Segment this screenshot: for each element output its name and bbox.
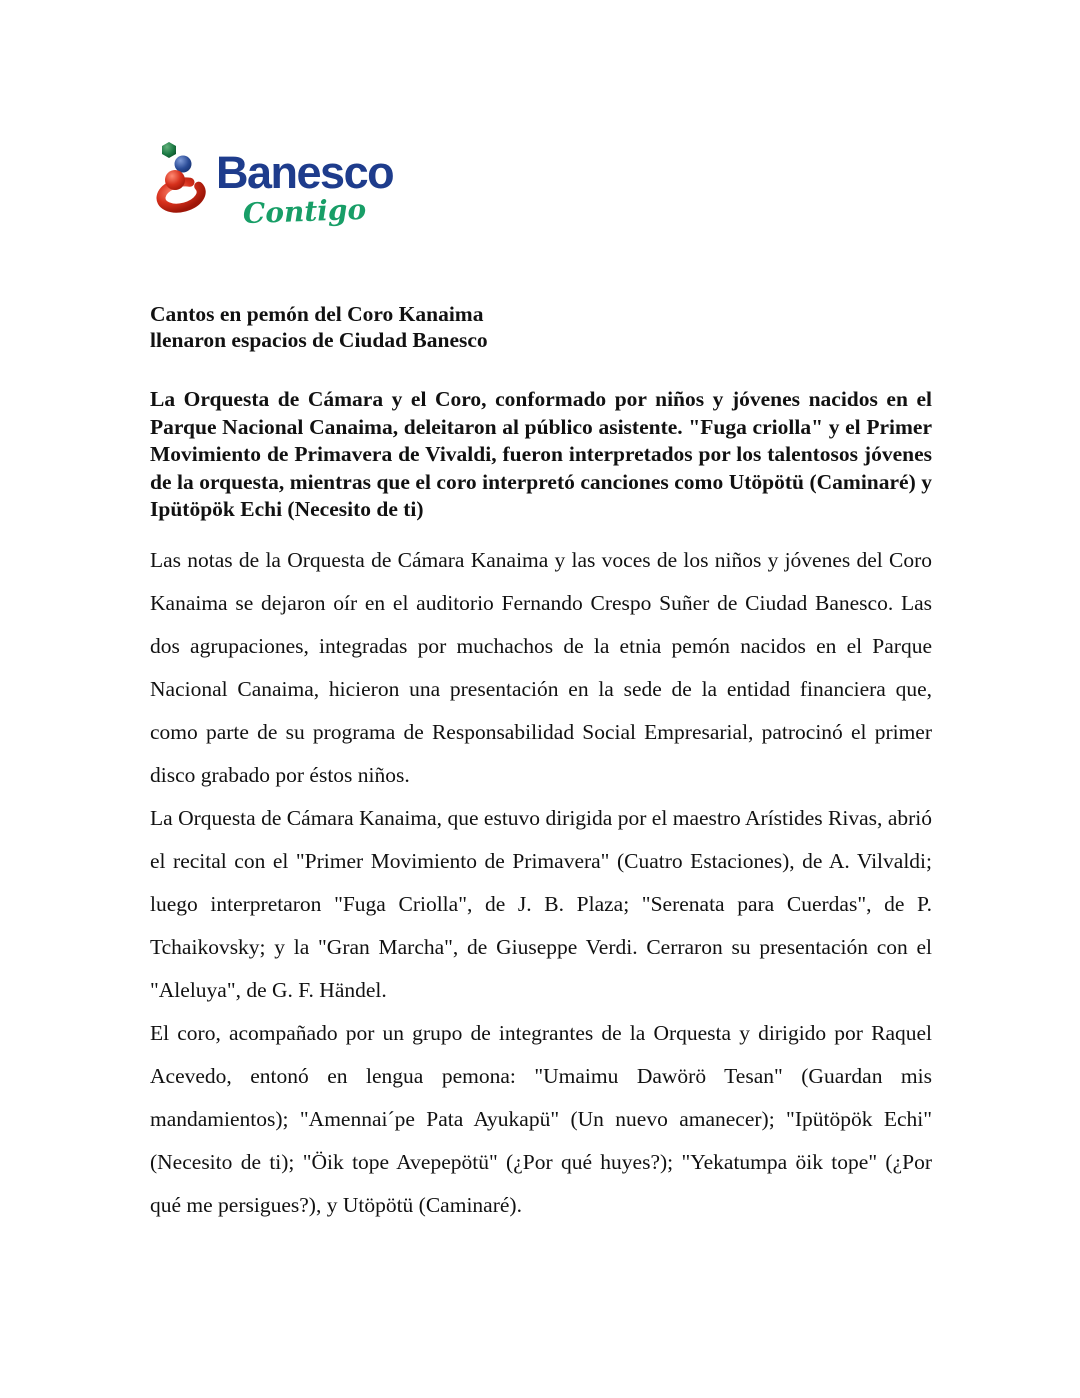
logo-text-block [216,140,394,231]
article-title-line1: Cantos en pemón del Coro Kanaima [150,302,484,326]
article-content [150,301,932,1227]
logo-brand-text: Banesco [216,147,394,198]
article-paragraph-3: El coro, acompañado por un grupo de integrantes de la Orquesta y dirigido por Raquel Acevedo, entonó en lengua pemona: "Umaimu Dawörö Tesan" (Guardan mis mandamientos); "Amennai´pe Pata Ayukapü" (Un nuevo amanecer); "Ipütöpök Echi" (Necesito de ti); "Öik tope Avepepötü" (¿Por qué huyes?); "Yekatumpa öik tope" (¿Por qué me persigues?), y Utöpötü (Caminaré). [150,1020,932,1217]
article-paragraph-2: La Orquesta de Cámara Kanaima, que estuvo dirigida por el maestro Arístides Rivas, abrió el recital con el "Primer Movimiento de Primavera" (Cuatro Estaciones), de A. Vilvaldi; luego interpretaron "Fuga Criolla", de J. B. Plaza; "Serenata para Cuerdas", de P. Tchaikovsky; y la "Gran Marcha", de Giuseppe Verdi. Cerraron su presentación con el "Aleluya", de G. F. Händel. [150,805,932,1002]
banesco-swirl-icon [156,140,212,216]
banesco-logo [156,140,394,231]
article-title [150,301,932,353]
article-title-line2: llenaron espacios de Ciudad Banesco [150,328,488,352]
article-lead-paragraph: La Orquesta de Cámara y el Coro, conformado por niños y jóvenes nacidos en el Parque Nacional Canaima, deleitaron al público asistente. "Fuga criolla" y el Primer Movimiento de Primavera de Vivaldi, fueron interpretados por los talentosos jóvenes de la orquesta, mientras que el coro interpretó canciones como Utöpötü (Caminaré) y Ipütöpök Echi (Necesito de ti) [150,387,932,521]
logo-tagline-text: Contigo [242,192,367,231]
article-paragraph-1: Las notas de la Orquesta de Cámara Kanaima y las voces de los niños y jóvenes del Coro Kanaima se dejaron oír en el auditorio Fernando Crespo Suñer de Ciudad Banesco. Las dos agrupaciones, integradas por muchachos de la etnia pemón nacidos en el Parque Nacional Canaima, hicieron una presentación en la sede de la entidad financiera que, como parte de su programa de Responsabilidad Social Empresarial, patrocinó el primer disco grabado por éstos niños. [150,547,932,787]
